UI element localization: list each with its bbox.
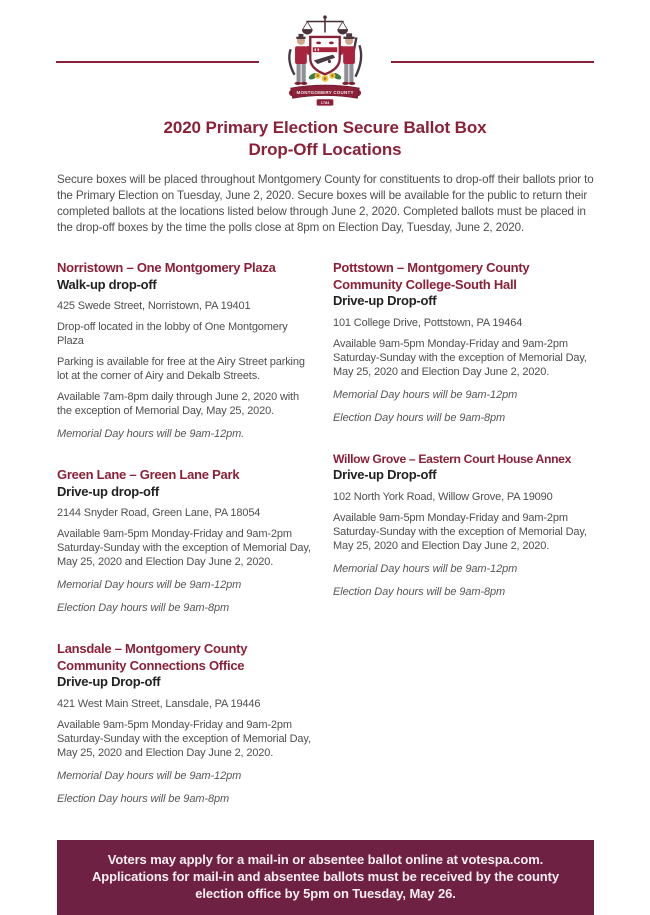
location-title: Pottstown – Montgomery County Community College-South Hall bbox=[333, 260, 530, 292]
location-pottstown bbox=[333, 260, 594, 425]
location-lansdale bbox=[57, 641, 315, 806]
location-dropoff-type: Drive-up Drop-off bbox=[57, 674, 161, 689]
location-dropoff-type: Drive-up drop-off bbox=[57, 483, 159, 499]
page-title-line-1: 2020 Primary Election Secure Ballot Box bbox=[163, 118, 487, 137]
banner-line-2: Applications for mail-in and absentee ballots must be received by the county election office by 5pm on Tuesday, May 26. bbox=[91, 868, 559, 901]
location-detail: Available 7am-8pm daily through June 2, 2020 with the exception of Memorial Day, May 25, 2020. bbox=[57, 391, 299, 417]
location-detail: Available 9am-5pm Monday-Friday and 9am-2pm Saturday-Sunday with the exception of Memorial Day, May 25, 2020 and Election Day June 2, 2020. bbox=[57, 718, 311, 759]
montgomery-county-seal-icon bbox=[259, 13, 391, 109]
location-address: 101 College Drive, Pottstown, PA 19464 bbox=[333, 316, 523, 329]
banner-line-1: Voters may apply for a mail-in or absentee ballot online at votespa.com. bbox=[107, 851, 544, 867]
location-dropoff-type: Drive-up Drop-off bbox=[333, 467, 437, 482]
location-norristown bbox=[57, 260, 315, 441]
location-detail: Available 9am-5pm Monday-Friday and 9am-2pm Saturday-Sunday with the exception of Memorial Day, May 25, 2020 and Election Day June 2, 2020. bbox=[333, 337, 587, 378]
masthead bbox=[0, 13, 650, 109]
location-election-day-hours: Election Day hours will be 9am-8pm bbox=[333, 411, 506, 424]
location-holiday-hours: Memorial Day hours will be 9am-12pm bbox=[57, 769, 242, 782]
locations-grid bbox=[57, 260, 650, 832]
location-title: Norristown – One Montgomery Plaza bbox=[57, 260, 276, 275]
page-title bbox=[0, 117, 650, 160]
location-holiday-hours: Memorial Day hours will be 9am-12pm. bbox=[57, 428, 245, 440]
mail-in-ballot-banner bbox=[57, 840, 594, 915]
seal-year-text: 1784 bbox=[320, 100, 330, 106]
location-election-day-hours: Election Day hours will be 9am-8pm bbox=[57, 602, 230, 614]
location-election-day-hours: Election Day hours will be 9am-8pm bbox=[333, 585, 506, 598]
location-address: 102 North York Road, Willow Grove, PA 19090 bbox=[333, 490, 553, 503]
left-column bbox=[57, 260, 315, 832]
location-address: 421 West Main Street, Lansdale, PA 19446 bbox=[57, 697, 261, 710]
location-holiday-hours: Memorial Day hours will be 9am-12pm bbox=[333, 388, 518, 401]
intro-paragraph: Secure boxes will be placed throughout Montgomery County for constituents to drop-off their ballots prior to the Primary Election on Tuesday, June 2, 2020. Secure boxes will be available for the public to return their completed ballots at the locations listed below through June 2, 2020. Completed ballots must be placed in the drop-off boxes by the time the polls close at 8pm on Election Day, Tuesday, June 2, 2020. bbox=[57, 173, 594, 234]
county-crest-graphic bbox=[270, 13, 380, 109]
flyer-page bbox=[0, 13, 650, 901]
seal-banner-text: MONTGOMERY COUNTY bbox=[296, 89, 354, 95]
location-green-lane bbox=[57, 467, 315, 615]
location-address: 2144 Snyder Road, Green Lane, PA 18054 bbox=[57, 507, 261, 519]
location-address: 425 Swede Street, Norristown, PA 19401 bbox=[57, 300, 251, 312]
right-column bbox=[333, 260, 594, 625]
location-holiday-hours: Memorial Day hours will be 9am-12pm bbox=[57, 579, 242, 591]
location-title: Willow Grove – Eastern Court House Annex bbox=[333, 451, 572, 466]
location-election-day-hours: Election Day hours will be 9am-8pm bbox=[57, 792, 230, 805]
location-detail: Parking is available for free at the Airy Street parking lot at the corner of Airy and Dekalb Streets. bbox=[57, 356, 305, 382]
location-detail: Drop-off located in the lobby of One Montgomery Plaza bbox=[57, 321, 288, 347]
location-detail: Available 9am-5pm Monday-Friday and 9am-2pm Saturday-Sunday with the exception of Memorial Day, May 25, 2020 and Election Day June 2, 2020. bbox=[333, 511, 587, 552]
location-detail: Available 9am-5pm Monday-Friday and 9am-2pm Saturday-Sunday with the exception of Memorial Day, May 25, 2020 and Election Day June 2, 2020. bbox=[57, 528, 311, 568]
location-holiday-hours: Memorial Day hours will be 9am-12pm bbox=[333, 562, 518, 575]
page-title-line-2: Drop-Off Locations bbox=[248, 139, 402, 159]
location-dropoff-type: Drive-up Drop-off bbox=[333, 293, 437, 308]
location-title: Lansdale – Montgomery County Community Connections Office bbox=[57, 641, 248, 673]
location-title: Green Lane – Green Lane Park bbox=[57, 467, 240, 482]
location-willow-grove bbox=[333, 451, 594, 599]
location-dropoff-type: Walk-up drop-off bbox=[57, 276, 157, 292]
